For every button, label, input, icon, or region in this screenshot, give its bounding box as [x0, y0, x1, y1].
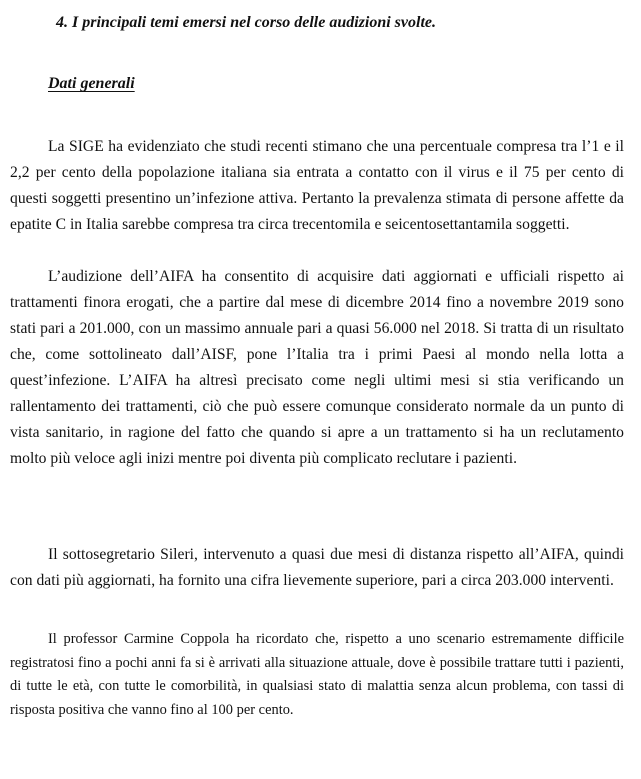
paragraph-block-3 — [10, 542, 624, 594]
paragraph-sige: La SIGE ha evidenziato che studi recenti stimano che una percentuale compresa tra l’1 e il 2,2 per cento della popolazione italiana sia entrata a contatto con il virus e il 75 per cento di questi soggetti presentino un’infezione attiva. Pertanto la prevalenza stimata di persone affette da epatite C in Italia sarebbe compresa tra circa trecentomila e seicentosettantamila soggetti. — [10, 138, 624, 233]
paragraph-block-4 — [10, 628, 624, 722]
paragraph-aifa: L’audizione dell’AIFA ha consentito di acquisire dati aggiornati e ufficiali rispetto ai trattamenti finora erogati, che a partire dal mese di dicembre 2014 fino a novembre 2019 sono stati pari a 201.000, con un massimo annuale pari a quasi 56.000 nel 2018. Si tratta di un risultato che, come sottolineato dall’AISF, pone l’Italia tra i primi Paesi al mondo nella lotta a quest’infezione. L’AIFA ha altresì precisato come negli ultimi mesi si stia verificando un rallentamento dei trattamenti, ciò che può essere comunque considerato normale da un punto di vista sanitario, in ragione del fatto che quando si apre a un trattamento si ha un reclutamento molto più veloce agli inizi mentre poi diventa più complicato reclutare i pazienti. — [10, 268, 624, 467]
paragraph-block-2 — [10, 264, 624, 472]
section-title: 4. I principali temi emersi nel corso delle audizioni svolte. — [56, 14, 436, 31]
paragraph-block-1 — [10, 134, 624, 238]
paragraph-coppola: Il professor Carmine Coppola ha ricordato che, rispetto a uno scenario estremamente difficile registratosi fino a pochi anni fa si è arrivati alla situazione attuale, dove è possibile trattare tutti i pazienti, di tutte le età, con tutte le comorbilità, in qualsiasi stato di malattia senza alcun problema, con tassi di risposta positiva che vanno fino al 100 per cento. — [10, 631, 624, 718]
paragraph-sileri: Il sottosegretario Sileri, intervenuto a quasi due mesi di distanza rispetto all’AIFA, quindi con dati più aggiornati, ha fornito una cifra lievemente superiore, pari a circa 203.000 interventi. — [10, 546, 624, 589]
subsection-title: Dati generali — [48, 75, 135, 92]
